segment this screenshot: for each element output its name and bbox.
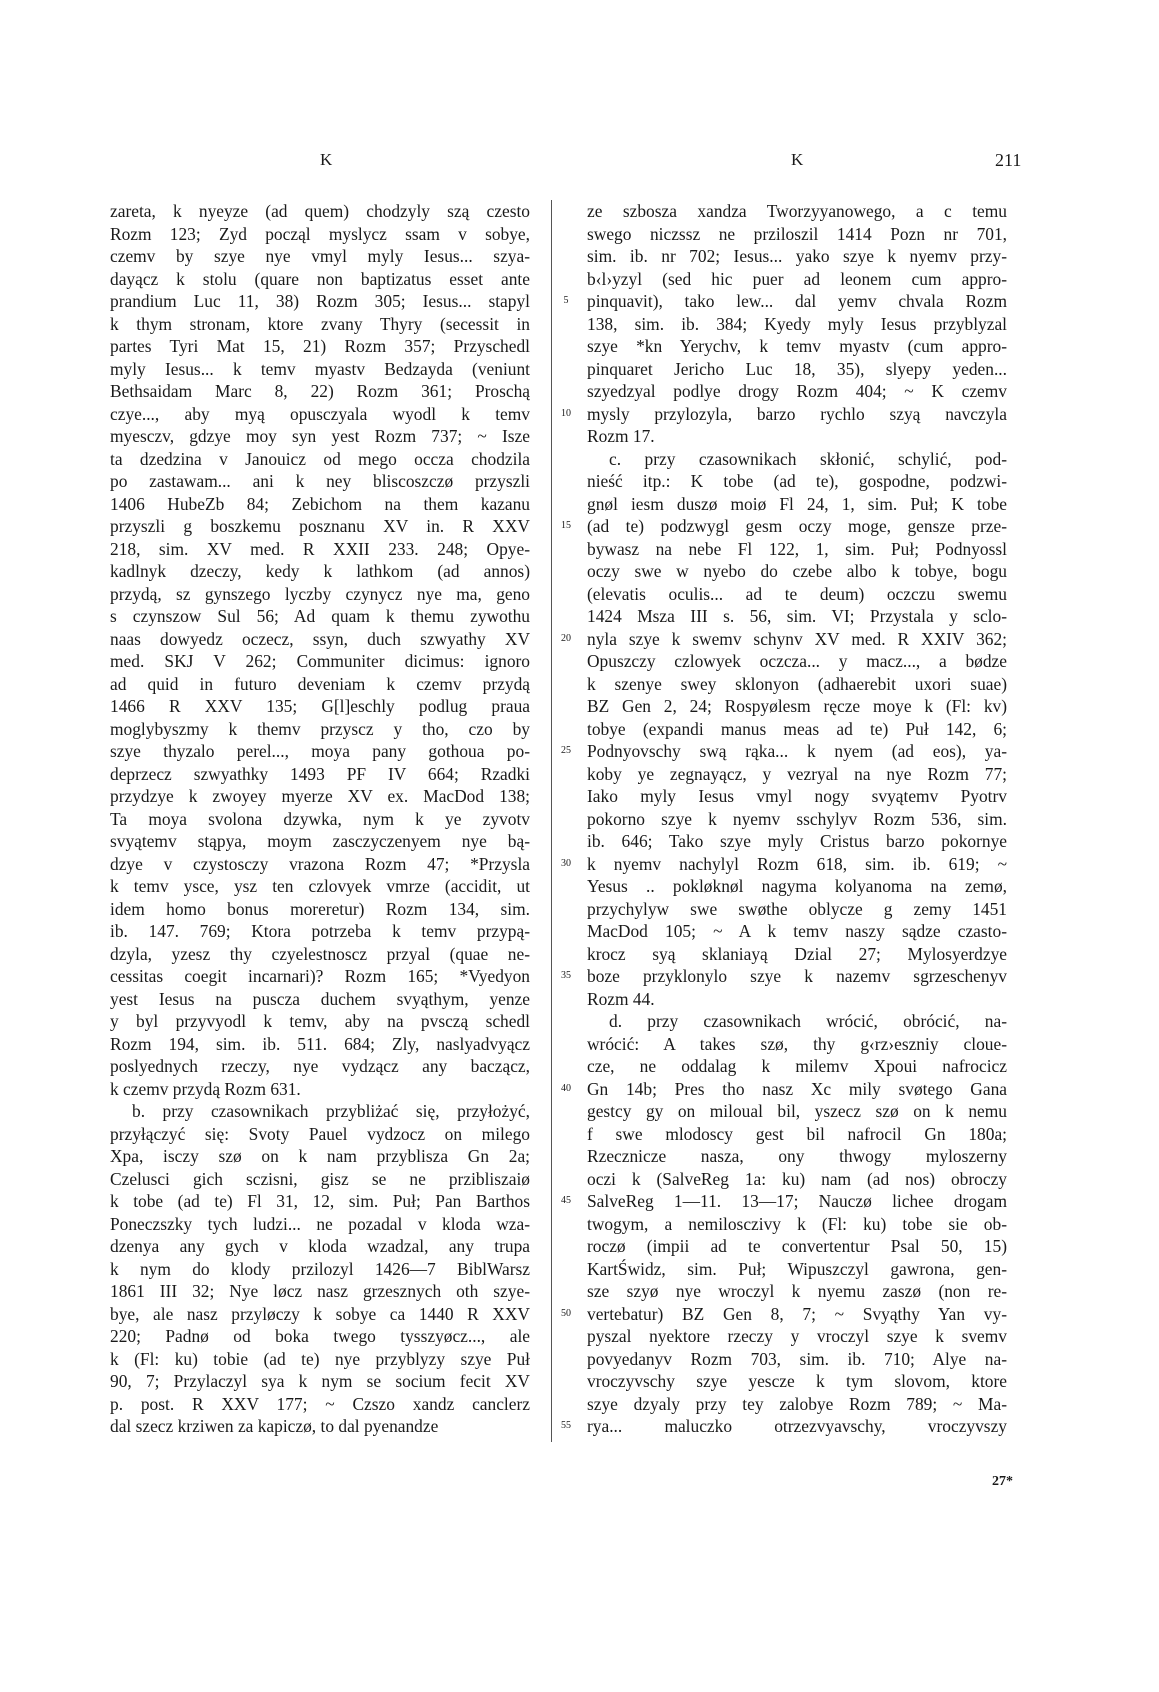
text-line: bywasz na nebe Fl 122, 1, sim. Puł; Podnyossl — [587, 538, 1007, 559]
text-line: 1861 III 32; Nye løcz nasz grzesznych oth szye- — [110, 1281, 530, 1301]
text-line: y byl przyvyodl k temv, aby na pvsczą schedl — [110, 1011, 530, 1031]
text-line: k tobe (ad te) Fl 31, 12, sim. Puł; Pan Barthos — [110, 1191, 530, 1211]
text-line: gnøl iesm duszø moiø Fl 24, 1, sim. Puł; K tobe — [587, 493, 1007, 514]
text-line: dzyla, yzesz thy czyelestnoscz przyal (quae ne- — [110, 943, 530, 964]
text-line: pyszal nyektore rzeczy y vroczyl szye k svemv — [587, 1326, 1007, 1346]
line-number: 5 — [563, 295, 569, 306]
text-line: 1466 R XXV 135; G[l]eschly podlug praua — [110, 696, 530, 716]
text-line: (ad te) podzwygl gesm oczy moge, gensze prze- — [587, 516, 1007, 536]
text-line: sim. ib. nr 702; Iesus... yako szye k nyemv przy- — [587, 246, 1007, 266]
text-line: myly Iesus... k temv myastv Bedzayda (veniunt — [110, 358, 530, 379]
text-line: czemv by szye nye vmyl myly Iesus... szya- — [110, 246, 530, 266]
text-line: Bethsaidam Marc 8, 22) Rozm 361; Proschą — [110, 381, 530, 401]
text-line: Yesus .. pokløknøl nagyma kolyanoma na zemø, — [587, 876, 1007, 896]
text-line: p. post. R XXV 177; ~ Czszo xandz canclerz — [110, 1393, 530, 1414]
text-line: szye thyzalo perel..., moya pany gothoua po- — [110, 741, 530, 761]
text-line: idem homo bonus moreretur) Rozm 134, sim. — [110, 898, 530, 919]
text-line: Iako myly Iesus vmyl nogy svyątemv Pyotrv — [587, 786, 1007, 806]
text-line: Rozm 123; Zyd począl myslycz ssam v sobye, — [110, 223, 530, 244]
line-number: 35 — [561, 970, 571, 981]
text-line: kadlnyk dzeczy, kedy k lathkom (ad annos) — [110, 561, 530, 581]
text-line: 1424 Msza III s. 56, sim. VI; Przystala y sclo- — [587, 606, 1007, 626]
line-number: 10 — [561, 407, 571, 419]
text-line: poslyednych rzeczy, nye vydzącz any baczącz, — [110, 1056, 530, 1076]
text-line: ib. 646; Tako szye myly Cristus barzo pokornye — [587, 831, 1007, 851]
text-line: swego niczssz ne prziloszil 1414 Pozn nr 701, — [587, 223, 1007, 244]
text-line: ad quid in futuro deveniam k czemv przydą — [110, 673, 530, 694]
text-line: przyszli g boszkemu posznanu XV in. R XXV — [110, 516, 530, 536]
text-line: naas dowyedz oczecz, ssyn, duch szwyathy XV — [110, 628, 530, 649]
text-line: Opuszczy czlowyek oczcza... y macz..., a bødze — [587, 651, 1007, 671]
text-line: b‹l›yzyl (sed hic puer ad leonem cum appro- — [587, 268, 1007, 289]
text-line: krocz syą sklaniayą Dzial 27; Mylosyerdzye — [587, 943, 1007, 964]
text-line: szye dzyaly przy tey zalobye Rozm 789; ~ Ma- — [587, 1393, 1007, 1414]
text-line: f swe mlodoscy gest bil nafrocil Gn 180a; — [587, 1123, 1007, 1144]
text-line: Poneczszky tych ludzi... ne pozadal v kloda wza- — [110, 1213, 530, 1234]
text-line: SalveReg 1—11. 13—17; Nauczø lichee drogam — [587, 1191, 1007, 1211]
text-line: Czelusci gich sczisni, gisz se ne przibliszaiø — [110, 1168, 530, 1189]
line-number: 40 — [561, 1082, 571, 1094]
text-line: przydą, sz gynszego lyczby czynycz nye ma, geno — [110, 583, 530, 604]
line-number: 20 — [561, 632, 571, 644]
text-line: yest Iesus na puscza duchem svyąthym, yenze — [110, 988, 530, 1009]
text-line: oczi k (SalveReg 1a: ku) nam (ad nos) obroczy — [587, 1168, 1007, 1189]
text-line: szye *kn Yerychv, k temv myastv (cum appro- — [587, 336, 1007, 356]
text-line: Xpa, isczy szø on k nam przyblisza Gn 2a; — [110, 1146, 530, 1166]
header-letter-right: K — [791, 150, 804, 169]
text-line: po zastawam... ani k ney bliscoszczø przyszli — [110, 471, 530, 491]
text-line: 218, sim. XV med. R XXII 233. 248; Opye- — [110, 538, 530, 559]
header-letter-left: K — [320, 150, 333, 169]
text-line: szyedzyal podlye drogy Rozm 404; ~ K czemv — [587, 381, 1007, 401]
text-line: KartŚwidz, sim. Puł; Wipuszczyl gawrona, gen- — [587, 1258, 1007, 1279]
text-line: k czemv przydą Rozm 631. — [110, 1078, 301, 1099]
text-line: k nyemv nachylyl Rozm 618, sim. ib. 619; ~ — [587, 853, 1007, 874]
text-line: gestcy gy on miloual bil, yszecz szø on k nemu — [587, 1101, 1007, 1121]
column-divider — [551, 200, 552, 1442]
text-line: twogym, a nemilosczivy k (Fl: ku) tobe sie ob- — [587, 1213, 1007, 1234]
text-line: pinquaret Jericho Luc 18, 35), slyepy yeden... — [587, 358, 1007, 379]
text-line: tobye (expandi manus meas ad te) Puł 142, 6; — [587, 718, 1007, 739]
text-line: cessitas coegit incarnari)? Rozm 165; *Vyedyon — [110, 966, 530, 986]
text-line: d. przy czasownikach wrócić, obrócić, na- — [609, 1011, 1007, 1031]
text-line: 1406 HubeZb 84; Zebichom na them kazanu — [110, 493, 530, 514]
text-line: med. SKJ V 262; Communiter dicimus: ignoro — [110, 651, 530, 671]
text-line: myesczv, gdzye moy syn yest Rozm 737; ~ Isze — [110, 426, 530, 446]
text-line: povyedanyv Rozm 703, sim. ib. 710; Alye na- — [587, 1348, 1007, 1369]
text-line: 220; Padnø od boka twego tysszyøcz..., ale — [110, 1326, 530, 1346]
text-line: ib. 147. 769; Ktora potrzeba k temv przypą- — [110, 921, 530, 941]
line-number: 55 — [561, 1420, 571, 1431]
text-line: cze, ne oddalag k milemv Xpoui nafrocicz — [587, 1056, 1007, 1076]
text-line: dzye v czystosczy vrazona Rozm 47; *Przysla — [110, 853, 530, 874]
text-line: MacDod 105; ~ A k temv naszy sądze czasto- — [587, 921, 1007, 941]
text-line: deprzecz szwyathky 1493 PF IV 664; Rzadki — [110, 763, 530, 784]
text-line: przydzye k zwoyey myerze XV ex. MacDod 138; — [110, 786, 530, 806]
text-line: prandium Luc 11, 38) Rozm 305; Iesus... stapyl — [110, 291, 530, 311]
left-column — [110, 200, 530, 1438]
line-number: 25 — [561, 745, 571, 756]
text-line: (elevatis oculis... ad te deum) oczczu swemu — [587, 583, 1007, 604]
text-line: ze szbosza xandza Tworzyyanowego, a c temu — [587, 201, 1007, 221]
text-line: 90, 7; Przylaczyl sya k nym se socium fecit XV — [110, 1371, 530, 1391]
text-line: vroczyvschy szye yescze k tym slovom, ktore — [587, 1371, 1007, 1391]
line-number: 15 — [561, 520, 571, 531]
line-number: 30 — [561, 857, 571, 869]
text-line: koby ye zegnayącz, y vezryal na nye Rozm 77; — [587, 763, 1007, 784]
text-line: Gn 14b; Pres tho nasz Xc mily svøtego Gana — [587, 1078, 1007, 1099]
text-line: dal szecz krziwen za kapiczø, to dal pyenandze — [110, 1416, 439, 1436]
text-line: svyątemv stąpya, moym zasczyczenyem nye bą- — [110, 831, 530, 851]
text-line: vertebatur) BZ Gen 8, 7; ~ Svyąthy Yan vy- — [587, 1303, 1007, 1324]
text-line: k thym stronam, ktore zvany Thyry (secessit in — [110, 313, 530, 334]
text-line: wrócić: A takes szø, thy g‹rz›eszniy cloue- — [587, 1033, 1007, 1054]
line-number: 50 — [561, 1307, 571, 1319]
text-line: 138, sim. ib. 384; Kyedy myly Iesus przyblyzal — [587, 313, 1007, 334]
text-line: k (Fl: ku) tobie (ad te) nye przyblyzy szye Puł — [110, 1348, 530, 1369]
text-line: b. przy czasownikach przybliżać się, przyłożyć, — [132, 1101, 530, 1121]
text-line: Rzecznicze nasza, ony thwogy myloszerny — [587, 1146, 1007, 1166]
text-line: boze przyklonylo szye k nazemv sgrzeschenyv — [587, 966, 1007, 986]
text-line: k szenye swey sklonyon (adhaerebit uxori suae) — [587, 673, 1007, 694]
text-line: pokorno szye k nyemv sschylyv Rozm 536, sim. — [587, 808, 1007, 829]
text-line: partes Tyri Mat 15, 21) Rozm 357; Przyschedl — [110, 336, 530, 356]
text-line: k temv ysce, ysz ten czlovyek vmrze (accidit, ut — [110, 876, 530, 896]
text-line: zareta, k nyeyze (ad quem) chodzyly szą czesto — [110, 201, 530, 221]
text-line: k nym do klody przilozyl 1426—7 BiblWarsz — [110, 1258, 530, 1279]
text-line: przyłączyć się: Svoty Pauel vydzocz on milego — [110, 1123, 530, 1144]
right-column — [587, 200, 1007, 1438]
text-line: przychylyw swe swøthe oblycze g zemy 1451 — [587, 898, 1007, 919]
text-line: ta dzedzina v Janouicz od mego occza chodzila — [110, 448, 530, 469]
text-line: Rozm 17. — [587, 426, 655, 446]
text-line: roczø (impii ad te convertentur Psal 50, 15) — [587, 1236, 1007, 1256]
text-line: pinquavit), tako lew... dal yemv chvala Rozm — [587, 291, 1007, 311]
text-line: oczy swe w nyebo do czebe albo k tobye, bogu — [587, 561, 1007, 581]
text-line: bye, ale nasz przyløczy k sobye ca 1440 R XXV — [110, 1303, 530, 1324]
signature-mark: 27* — [992, 1474, 1013, 1489]
text-line: Rozm 44. — [587, 988, 655, 1009]
text-line: dayącz k stolu (quare non baptizatus esset ante — [110, 268, 530, 289]
text-line: nieść itp.: K tobe (ad te), gospodne, podzwi- — [587, 471, 1007, 491]
text-line: dzenya any gych v kloda wzadzal, any trupa — [110, 1236, 530, 1256]
text-line: moglybyszmy k themv przyscz y tho, czo by — [110, 718, 530, 739]
text-line: Ta moya svolona dzywka, nym k ye zyvotv — [110, 808, 530, 829]
text-line: c. przy czasownikach skłonić, schylić, pod- — [609, 448, 1007, 469]
text-line: s czynszow Sul 56; Ad quam k themu zywothu — [110, 606, 530, 626]
text-line: czye..., aby myą opusczyala wyodl k temv — [110, 403, 530, 424]
text-line: BZ Gen 2, 24; Rospyølesm ręcze moye k (Fl: kv) — [587, 696, 1007, 716]
text-line: Rozm 194, sim. ib. 511. 684; Zly, naslyadvyącz — [110, 1033, 530, 1054]
text-line: rya... maluczko otrzezvyavschy, vroczyvszy — [587, 1416, 1007, 1436]
text-line: sze szyø nye wroczyl k nyemu zaszø (non re- — [587, 1281, 1007, 1301]
text-line: mysly przylozyla, barzo rychlo szyą navczyla — [587, 403, 1007, 424]
text-line: nyla szye k swemv schynv XV med. R XXIV 362; — [587, 628, 1007, 649]
page-number: 211 — [995, 150, 1022, 170]
text-line: Podnyovschy swą rąka... k nyem (ad eos), ya- — [587, 741, 1007, 761]
line-number: 45 — [561, 1195, 571, 1206]
